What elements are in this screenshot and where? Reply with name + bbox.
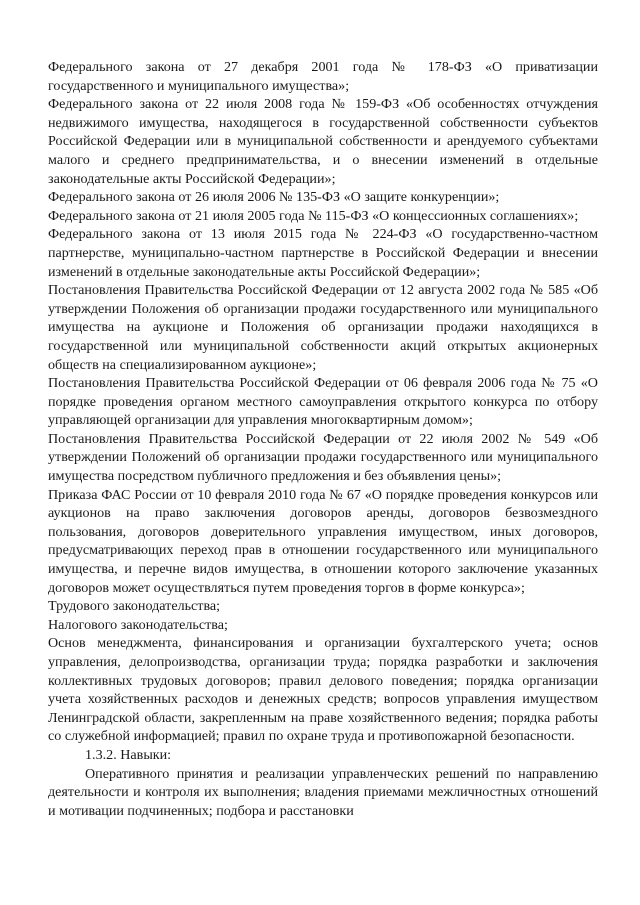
management-basics-item: Основ менеджмента, финансирования и организации бухгалтерского учета; основ управления, делопроизводства, организации труда; порядка разработки и заключения коллективных трудовых договоров; правил делового поведения; порядка организации учета хозяйственных расходов и денежных средств; вопросов управления имуществом Ленинградской области, закрепленным на праве хозяйственного ведения; порядка работы со служебной информацией; правил по охране труда и противопожарной безопасности.	[48, 635, 598, 745]
document-page	[48, 58, 598, 820]
resolution-item-585: Постановления Правительства Российской Федерации от 12 августа 2002 года № 585 «Об утверждении Положения об организации продажи государственного или муниципального имущества на аукционе и Положения об организации продажи находящихся в государственной или муниципальной собственности акций открытых акционерных обществ на специализированном аукционе»;	[48, 282, 598, 373]
law-item-135fz: Федерального закона от 26 июля 2006 № 135-ФЗ «О защите конкуренции»;	[48, 189, 500, 206]
resolution-item-75: Постановления Правительства Российской Федерации от 06 февраля 2006 года № 75 «О порядке проведения органом местного самоуправления открытого конкурса по отбору управляющей организации для управления многоквартирным домом»;	[48, 375, 598, 429]
law-item-178fz: Федерального закона от 27 декабря 2001 года № 178-ФЗ «О приватизации государственного и муниципального имущества»;	[48, 59, 598, 94]
labor-law-item: Трудового законодательства;	[48, 598, 221, 615]
order-item-67: Приказа ФАС России от 10 февраля 2010 года № 67 «О порядке проведения конкурсов или аукционов на право заключения договоров аренды, договоров безвозмездного пользования, договоров доверительного управления имуществом, иных договоров, предусматривающих переход прав в отношении государственного или муниципального имущества, и перечне видов имущества, в отношении которого заключение указанных договоров может осуществляться путем проведения торгов в форме конкурса»;	[48, 486, 598, 596]
tax-law-item: Налогового законодательства;	[48, 616, 228, 633]
skills-paragraph: Оперативного принятия и реализации управленческих решений по направлению деятельности и контроля их выполнения; владения приемами межличностных отношений и мотивации подчиненных; подбора и расстановки	[48, 765, 598, 819]
resolution-item-549: Постановления Правительства Российской Федерации от 22 июля 2002 № 549 «Об утверждении Положений об организации продажи государственного или муниципального имущества посредством публичного предложения и без объявления цены»;	[48, 430, 598, 485]
law-item-159fz: Федерального закона от 22 июля 2008 года № 159-ФЗ «Об особенностях отчуждения недвижимого имущества, находящегося в государственной собственности субъектов Российской Федерации или в муниципальной собственности и арендуемого субъектами малого и среднего предпринимательства, и о внесении изменений в отдельные законодательные акты Российской Федерации»;	[48, 96, 598, 187]
law-item-115fz: Федерального закона от 21 июля 2005 года № 115-ФЗ «О концессионных соглашениях»;	[48, 207, 579, 224]
law-item-224fz: Федерального закона от 13 июля 2015 года № 224-ФЗ «О государственно-частном партнерстве, муниципально-частном партнерстве в Российской Федерации и внесении изменений в отдельные законодательные акты Российской Федерации»;	[48, 226, 598, 280]
section-heading-skills: 1.3.2. Навыки:	[85, 746, 172, 763]
